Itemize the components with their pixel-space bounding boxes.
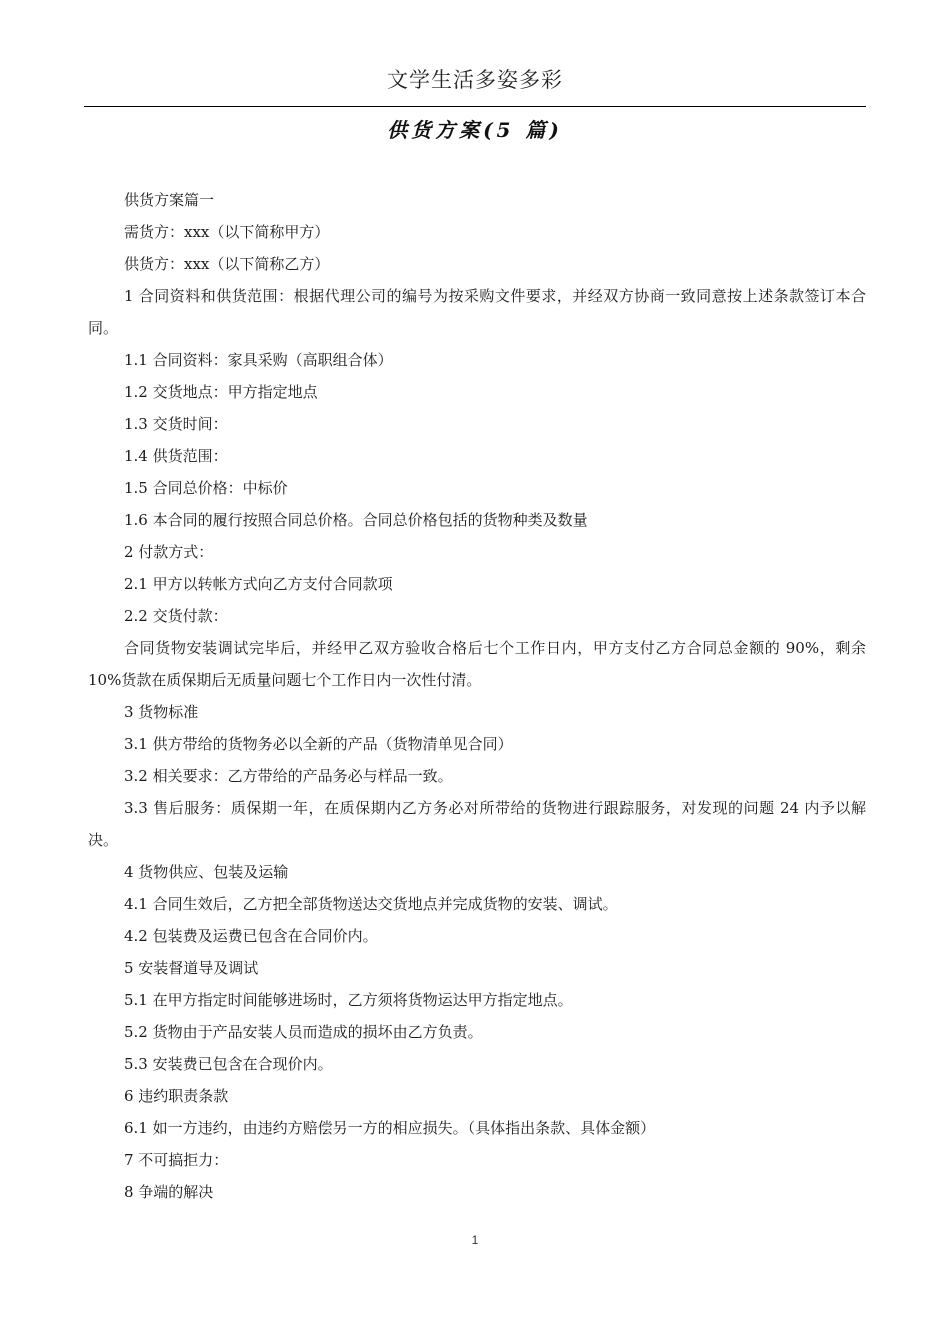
paragraph: 1.5 合同总价格：中标价 <box>124 479 288 497</box>
page-number: 1 <box>471 1233 479 1247</box>
paragraph: 5.1 在甲方指定时间能够进场时，乙方须将货物运达甲方指定地点。 <box>124 991 573 1009</box>
paragraph: 2.1 甲方以转帐方式向乙方支付合同款项 <box>124 575 393 593</box>
paragraph: 1.3 交货时间： <box>124 415 228 433</box>
paragraph: 6.1 如一方违约，由违约方赔偿另一方的相应损失。（具体指出条款、具体金额） <box>124 1119 656 1137</box>
paragraph: 合同货物安装调试完毕后，并经甲乙双方验收合格后七个工作日内，甲方支付乙方合同总金额的 90%，剩余 10%货款在质保期后无质量问题七个工作日内一次性付清。 <box>88 639 866 689</box>
paragraph: 3.2 相关要求：乙方带给的产品务必与样品一致。 <box>124 767 453 785</box>
paragraph: 5 安装督道导及调试 <box>124 959 259 977</box>
paragraph: 1.2 交货地点：甲方指定地点 <box>124 383 318 401</box>
paragraph: 供货方：xxx（以下简称乙方） <box>124 255 330 273</box>
header-text: 文学生活多姿多彩 <box>387 68 563 92</box>
paragraph: 1 合同资料和供货范围：根据代理公司的编号为按采购文件要求，并经双方协商一致同意按上述条款签订本合同。 <box>88 287 866 337</box>
paragraph: 7 不可搞拒力： <box>124 1151 229 1169</box>
paragraph: 4.2 包装费及运费已包含在合同价内。 <box>124 927 378 945</box>
paragraph: 4.1 合同生效后，乙方把全部货物送达交货地点并完成货物的安装、调试。 <box>124 895 618 913</box>
paragraph: 2 付款方式： <box>124 543 214 561</box>
paragraph: 3 货物标准 <box>124 703 199 721</box>
paragraph: 3.3 售后服务：质保期一年，在质保期内乙方务必对所带给的货物进行跟踪服务，对发现的问题 24 内予以解决。 <box>88 799 866 849</box>
paragraph: 6 违约职责条款 <box>124 1087 229 1105</box>
paragraph: 1.4 供货范围： <box>124 447 228 465</box>
document-body <box>88 184 866 1208</box>
page-header <box>84 62 866 107</box>
paragraph: 需货方：xxx（以下简称甲方） <box>124 223 330 241</box>
paragraph: 4 货物供应、包装及运输 <box>124 863 289 881</box>
paragraph: 供货方案篇一 <box>124 191 215 209</box>
document-title: 供货方案(5 篇) <box>387 118 563 142</box>
paragraph: 2.2 交货付款： <box>124 607 228 625</box>
paragraph: 8 争端的解决 <box>124 1183 214 1201</box>
paragraph: 1.1 合同资料：家具采购（高职组合体） <box>124 351 393 369</box>
paragraph: 3.1 供方带给的货物务必以全新的产品（货物清单见合同） <box>124 735 513 753</box>
paragraph: 5.3 安装费已包含在合现价内。 <box>124 1055 333 1073</box>
paragraph: 1.6 本合同的履行按照合同总价格。合同总价格包括的货物种类及数量 <box>124 511 588 529</box>
paragraph: 5.2 货物由于产品安装人员而造成的损坏由乙方负责。 <box>124 1023 483 1041</box>
